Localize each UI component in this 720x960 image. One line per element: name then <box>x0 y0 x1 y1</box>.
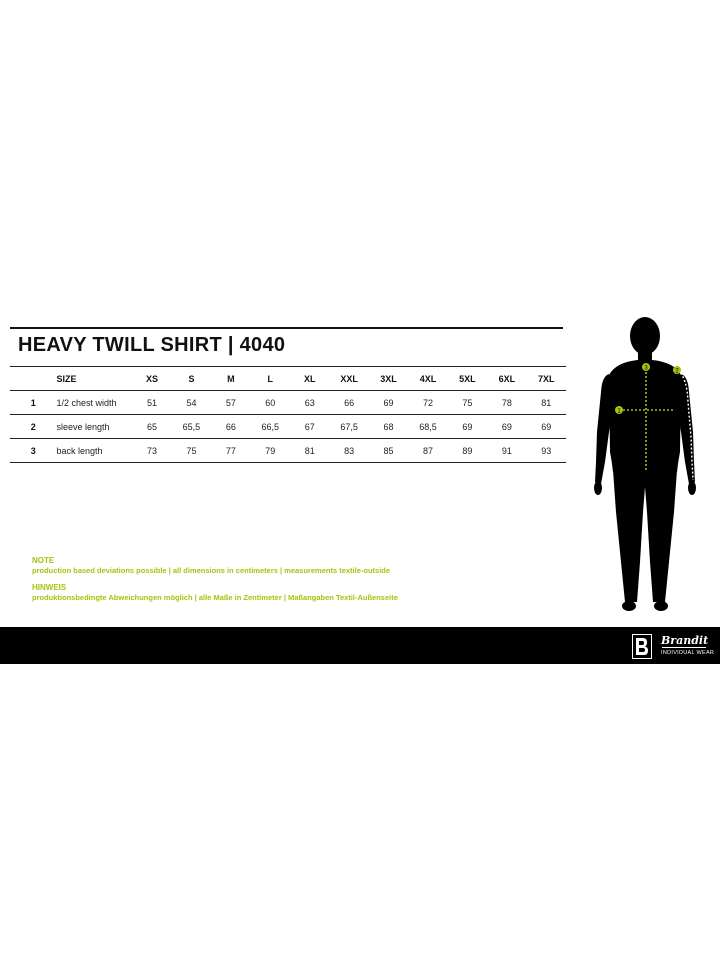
row-index: 1 <box>10 391 57 415</box>
table-cell: 67 <box>290 415 329 439</box>
size-header-cell: L <box>251 367 290 391</box>
table-cell: 93 <box>527 439 566 463</box>
table-cell: 72 <box>408 391 447 415</box>
table-cell: 75 <box>448 391 487 415</box>
table-cell: 66 <box>329 391 368 415</box>
size-header-cell: 4XL <box>408 367 447 391</box>
size-table <box>10 366 566 463</box>
marker-1-label: 1 <box>617 408 621 415</box>
table-cell: 75 <box>172 439 211 463</box>
size-header-cell: S <box>172 367 211 391</box>
footer-bar <box>0 627 720 664</box>
table-cell: 65 <box>132 415 171 439</box>
table-cell: 65,5 <box>172 415 211 439</box>
notes-block <box>32 556 398 603</box>
table-cell: 78 <box>487 391 526 415</box>
table-cell: 73 <box>132 439 171 463</box>
brand-divider <box>662 647 706 648</box>
brand-tagline: INDIVIDUAL WEAR <box>661 650 715 656</box>
table-cell: 85 <box>369 439 408 463</box>
size-header-cell: 3XL <box>369 367 408 391</box>
table-row <box>10 391 566 415</box>
title-rule <box>10 327 563 329</box>
size-header-cell: XXL <box>329 367 368 391</box>
body-figure <box>582 312 710 617</box>
table-cell: 54 <box>172 391 211 415</box>
row-label: 1/2 chest width <box>57 391 133 415</box>
table-cell: 69 <box>487 415 526 439</box>
table-cell: 66 <box>211 415 250 439</box>
row-index: 2 <box>10 415 57 439</box>
page-title: HEAVY TWILL SHIRT | 4040 <box>18 334 286 356</box>
size-header-cell: XL <box>290 367 329 391</box>
row-label: sleeve length <box>57 415 133 439</box>
table-cell: 77 <box>211 439 250 463</box>
table-cell: 63 <box>290 391 329 415</box>
table-cell: 57 <box>211 391 250 415</box>
marker-3-label: 3 <box>644 365 648 372</box>
size-header-cell: 7XL <box>527 367 566 391</box>
index-header <box>10 367 57 391</box>
brand-logo-icon <box>632 634 652 659</box>
table-row <box>10 415 566 439</box>
table-cell: 69 <box>448 415 487 439</box>
marker-2-label: 2 <box>675 368 679 375</box>
table-cell: 81 <box>527 391 566 415</box>
table-cell: 83 <box>329 439 368 463</box>
hinweis-heading: HINWEIS <box>32 583 67 592</box>
table-cell: 68 <box>369 415 408 439</box>
table-cell: 51 <box>132 391 171 415</box>
table-cell: 60 <box>251 391 290 415</box>
body-silhouette <box>594 317 696 611</box>
table-cell: 67,5 <box>329 415 368 439</box>
table-row <box>10 439 566 463</box>
hinweis-text: produktionsbedingte Abweichungen möglich | alle Maße in Zentimeter | Maßangaben Textil-Außenseite <box>32 593 398 602</box>
table-cell: 87 <box>408 439 447 463</box>
table-cell: 69 <box>527 415 566 439</box>
brand-name: Brandit <box>661 634 709 647</box>
table-cell: 69 <box>369 391 408 415</box>
note-heading: NOTE <box>32 556 55 565</box>
size-header-cell: 5XL <box>448 367 487 391</box>
table-header-row <box>10 367 566 391</box>
size-header: SIZE <box>57 367 133 391</box>
size-header-cell: M <box>211 367 250 391</box>
table-cell: 81 <box>290 439 329 463</box>
size-header-cell: 6XL <box>487 367 526 391</box>
note-text: production based deviations possible | all dimensions in centimeters | measurements textile-outside <box>32 566 391 575</box>
table-cell: 89 <box>448 439 487 463</box>
table-cell: 66,5 <box>251 415 290 439</box>
size-header-cell: XS <box>132 367 171 391</box>
row-index: 3 <box>10 439 57 463</box>
table-cell: 79 <box>251 439 290 463</box>
table-cell: 68,5 <box>408 415 447 439</box>
row-label: back length <box>57 439 133 463</box>
table-cell: 91 <box>487 439 526 463</box>
